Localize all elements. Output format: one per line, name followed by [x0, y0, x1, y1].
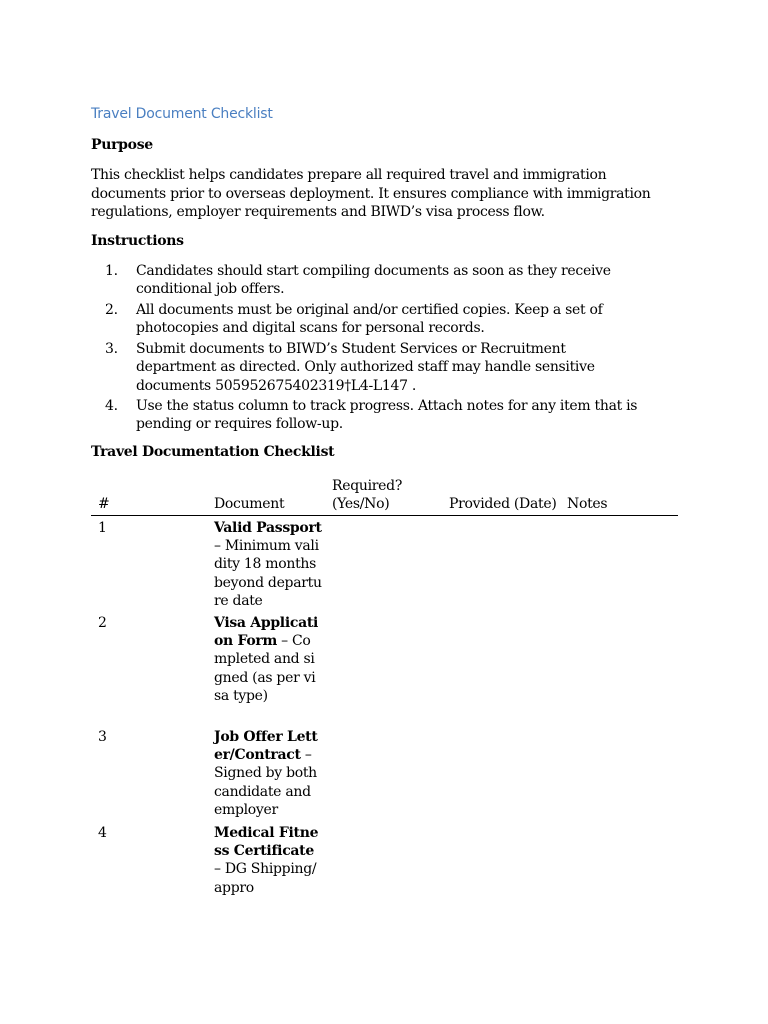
purpose-heading: Purpose [91, 137, 153, 153]
row-document-detail: – Signed by both candidate and employer [214, 747, 317, 818]
header-provided: Provided (Date) [449, 496, 557, 512]
checklist-table-header [91, 478, 678, 516]
list-item-number: 1. [105, 263, 118, 279]
checklist-heading: Travel Documentation Checklist [91, 444, 335, 460]
purpose-paragraph: This checklist helps candidates prepare all required travel and immigration documents prior to overseas deployment. It ensures compliance with immigration regulations, employer requirements and BIWD’s visa process flow. [91, 167, 651, 220]
header-notes: Notes [567, 496, 608, 512]
row-document-detail: – DG Shipping/appro [214, 861, 317, 896]
header-document: Document [214, 496, 285, 512]
list-item-number: 2. [105, 302, 118, 318]
row-document-title: Medical Fitness Certificate [214, 825, 319, 860]
list-item-number: 4. [105, 398, 118, 414]
list-item-number: 3. [105, 341, 118, 357]
row-document [214, 824, 322, 897]
row-document [214, 519, 322, 610]
row-document-title: Job Offer Letter/Contract [214, 729, 318, 764]
list-item-text: Use the status column to track progress. Attach notes for any item that is pending or requires follow-up. [136, 398, 638, 433]
row-number: 3 [98, 729, 107, 745]
header-number: # [98, 496, 110, 512]
header-required-line2: (Yes/No) [332, 496, 390, 512]
list-item-text: All documents must be original and/or certified copies. Keep a set of photocopies and digital scans for personal records. [136, 302, 603, 337]
list-item-text: Submit documents to BIWD’s Student Services or Recruitment department as directed. Only authorized staff may handle sensitive documents 505952675402319†L4-L147 . [136, 341, 595, 394]
header-required [332, 477, 402, 513]
instructions-heading: Instructions [91, 233, 184, 249]
list-item-text: Candidates should start compiling documents as soon as they receive conditional job offers. [136, 263, 611, 298]
row-document-title: Valid Passport [214, 520, 322, 536]
row-number: 2 [98, 615, 107, 631]
row-document-detail: – Completed and signed (as per visa type) [214, 633, 316, 704]
row-document [214, 728, 322, 819]
header-required-line1: Required? [332, 478, 403, 494]
document-title: Travel Document Checklist [91, 106, 273, 122]
row-document [214, 614, 322, 705]
row-number: 1 [98, 520, 107, 536]
row-document-title: Visa Application Form [214, 615, 319, 650]
row-document-detail: – Minimum validity 18 months beyond departure date [214, 538, 322, 609]
row-number: 4 [98, 825, 107, 841]
